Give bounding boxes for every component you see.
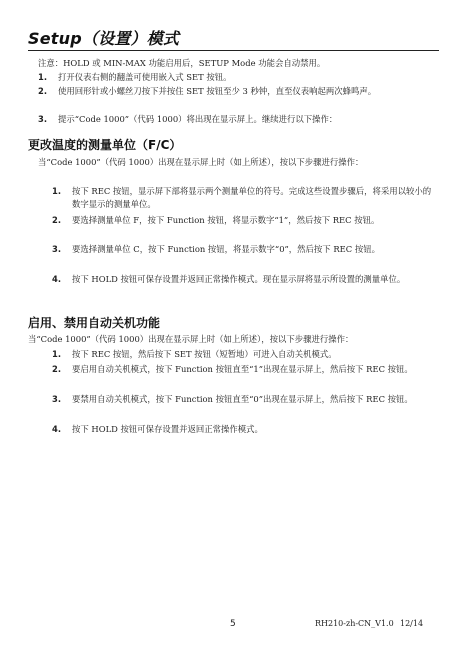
list-item-number: 2.	[52, 215, 62, 225]
list-item-number: 2.	[52, 364, 62, 374]
list-item-number: 1.	[52, 186, 62, 196]
list-item	[52, 273, 436, 299]
list-item-number: 1.	[38, 72, 48, 82]
list-item-text: 要启用自动关机模式，按下 Function 按钮直至“1”出现在显示屏上，然后按下 REC 按钮。	[72, 364, 413, 374]
title-divider	[28, 50, 439, 51]
list-item	[52, 393, 436, 419]
list-item	[52, 185, 436, 211]
list-item	[52, 243, 436, 269]
list-item-text: 要选择测量单位 F，按下 Function 按钮，将显示数字“1”，然后按下 REC 按钮。	[72, 215, 380, 225]
page-number: 5	[230, 619, 236, 629]
list-item-number: 1.	[52, 349, 62, 359]
list-item-number: 3.	[52, 394, 62, 404]
list-item-number: 2.	[38, 86, 48, 96]
document-id: RH210-zh-CN_V1.0	[315, 619, 394, 628]
list-item	[38, 71, 438, 84]
list-item-text: 打开仪表右侧的翻盖可使用嵌入式 SET 按钮。	[58, 72, 232, 82]
list-item	[52, 423, 436, 436]
list-item	[38, 85, 438, 111]
list-item	[38, 113, 438, 126]
section-lead: 当“Code 1000”（代码 1000）出现在显示屏上时（如上所述），按以下步骤进行操作：	[38, 157, 364, 167]
setup-note: 注意：HOLD 或 MIN-MAX 功能启用后，SETUP Mode 功能会自动禁用。	[38, 58, 326, 68]
list-item-number: 3.	[52, 244, 62, 254]
list-item	[52, 214, 436, 240]
list-item-text: 要禁用自动关机模式，按下 Function 按钮直至“0”出现在显示屏上，然后按下 REC 按钮。	[72, 394, 413, 404]
page-of: 12/14	[400, 619, 424, 628]
list-item-number: 3.	[38, 114, 48, 124]
list-item-text: 要选择测量单位 C，按下 Function 按钮，将显示数字“0”，然后按下 REC 按钮。	[72, 244, 380, 254]
list-item-number: 4.	[52, 424, 62, 434]
list-item-number: 4.	[52, 274, 62, 284]
list-item	[52, 363, 436, 389]
list-item	[52, 348, 436, 361]
list-item-text: 提示“Code 1000”（代码 1000）将出现在显示屏上。继续进行以下操作：	[58, 114, 338, 124]
list-item-text: 按下 HOLD 按钮可保存设置并返回正常操作模式。现在显示屏将显示所设置的测量单位。	[72, 274, 406, 284]
list-item-text: 使用回形针或小螺丝刀按下并按住 SET 按钮至少 3 秒钟，直至仪表响起两次蜂鸣声。	[58, 86, 377, 96]
list-item-text: 按下 REC 按钮，然后按下 SET 按钮（短暂地）可进入自动关机模式。	[72, 349, 337, 359]
section-lead: 当“Code 1000”（代码 1000）出现在显示屏上时（如上所述），按以下步骤进行操作：	[28, 334, 354, 344]
section-heading-auto-power-off: 启用、禁用自动关机功能	[28, 316, 161, 330]
list-item-text: 按下 REC 按钮，显示屏下部将显示两个测量单位的符号。完成这些设置步骤后，将采用以较小的数字显示的测量单位。	[72, 186, 432, 209]
page-title: Setup（设置）模式	[28, 29, 180, 48]
list-item-text: 按下 HOLD 按钮可保存设置并返回正常操作模式。	[72, 424, 263, 434]
section-heading-temperature-unit: 更改温度的测量单位（F/C）	[28, 138, 182, 152]
